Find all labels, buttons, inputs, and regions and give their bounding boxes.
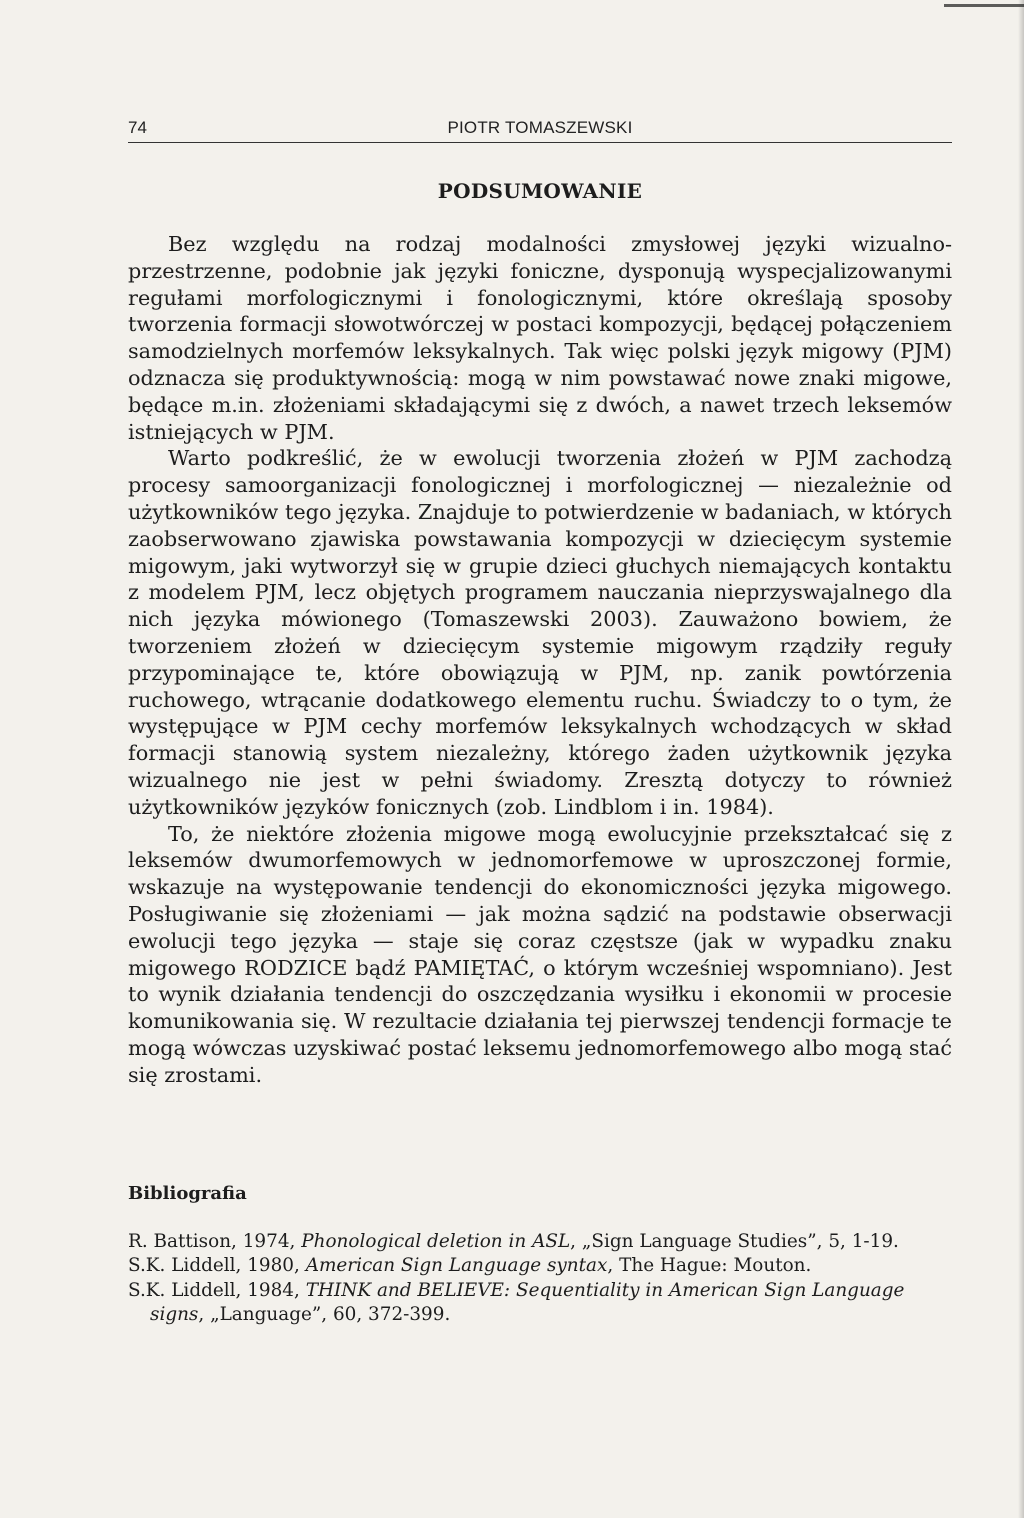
section-title: PODSUMOWANIE (437, 179, 643, 203)
paragraph-1: Bez względu na rodzaj modalności zmysłowej języki wizualno-przestrzenne, podobnie jak języki foniczne, dysponują wyspecjalizowanymi regułami morfologicznymi i fonologicznymi, które określają sposoby tworzenia formacji słowotwórczej w postaci kompozycji, będącej połączeniem samodzielnych morfemów leksykalnych. Tak więc polski język migowy (PJM) odznacza się produktywnością: mogą w nim powstawać nowe znaki migowe, będące m.in. złożeniami składającymi się z dwóch, a nawet trzech leksemów istniejących w PJM. (128, 232, 952, 444)
bib-author: S.K. Liddell, 1984, (128, 1279, 306, 1301)
bib-details: , „Language”, 60, 372-399. (198, 1304, 451, 1325)
summary-body (128, 231, 952, 1089)
bib-author: S.K. Liddell, 1980, (128, 1255, 306, 1276)
bib-title: THINK and BELIEVE: Sequentiality in American Sign Language signs (150, 1279, 905, 1325)
bibliography-list (128, 1230, 952, 1328)
book-page (128, 112, 952, 1328)
bib-author: R. Battison, 1974, (128, 1230, 302, 1252)
bib-title: Phonological deletion in ASL (301, 1230, 571, 1252)
bib-title: American Sign Language syntax (305, 1255, 608, 1276)
scan-corner-mark (944, 4, 1024, 7)
bibliography-entry-1 (128, 1230, 952, 1255)
running-header (128, 112, 952, 143)
paragraph-2: Warto podkreślić, że w ewolucji tworzenia złożeń w PJM zachodzą procesy samoorganizacji fonologicznej i morfologicznej — niezależnie od użytkowników tego języka. Znajduje to potwierdzenie w badaniach, w których zaobserwowano zjawiska powstawania kompozycji w dziecięcym systemie migowym, jaki wytworzył się w grupie dzieci głuchych niemających kontaktu z modelem PJM, lecz objętych programem nauczania nieprzyswajalnego dla nich języka mówionego (Tomaszewski 2003). Zauważono bowiem, że tworzeniem złożeń w dziecięcym systemie migowym rządziły reguły przypominające te, które obowiązują w PJM, np. zanik powtórzenia ruchowego, wtrącanie dodatkowego elementu ruchu. Świadczy to o tym, że występujące w PJM cechy morfemów leksykalnych wchodzących w skład formacji stanowią system niezależny, którego żaden użytkownik języka wizualnego nie jest w pełni świadomy. Zresztą dotyczy to również użytkowników języków fonicznych (zob. Lindblom i in. 1984). (128, 446, 952, 819)
bibliography-entry-2 (128, 1254, 952, 1279)
bib-details: , „Sign Language Studies”, 5, 1-19. (570, 1230, 899, 1252)
bibliography-heading: Bibliografia (128, 1182, 247, 1204)
paragraph-3: To, że niektóre złożenia migowe mogą ewolucyjnie przekształcać się z leksemów dwumorfemowych w jednomorfemowe w uproszczonej formie, wskazuje na występowanie tendencji do ekonomiczności języka migowego. Posługiwanie się złożeniami — jak można sądzić na podstawie obserwacji ewolucji tego języka — staje się coraz częstsze (jak w wypadku znaku migowego RODZICE bądź PAMIĘTAĆ, o którym wcześniej wspomniano). Jest to wynik działania tendencji do oszczędzania wysiłku i ekonomii w procesie komunikowania się. W rezultacie działania tej pierwszej tendencji formacje te mogą wówczas uzyskiwać postać leksemu jednomorfemowego albo mogą stać się zrostami. (128, 821, 952, 1087)
running-header-author: PIOTR TOMASZEWSKI (447, 118, 633, 137)
bibliography-entry-3 (128, 1279, 952, 1328)
bib-details: , The Hague: Mouton. (607, 1255, 812, 1276)
scan-shadow-edge (1018, 0, 1024, 1518)
page-number: 74 (128, 118, 147, 137)
